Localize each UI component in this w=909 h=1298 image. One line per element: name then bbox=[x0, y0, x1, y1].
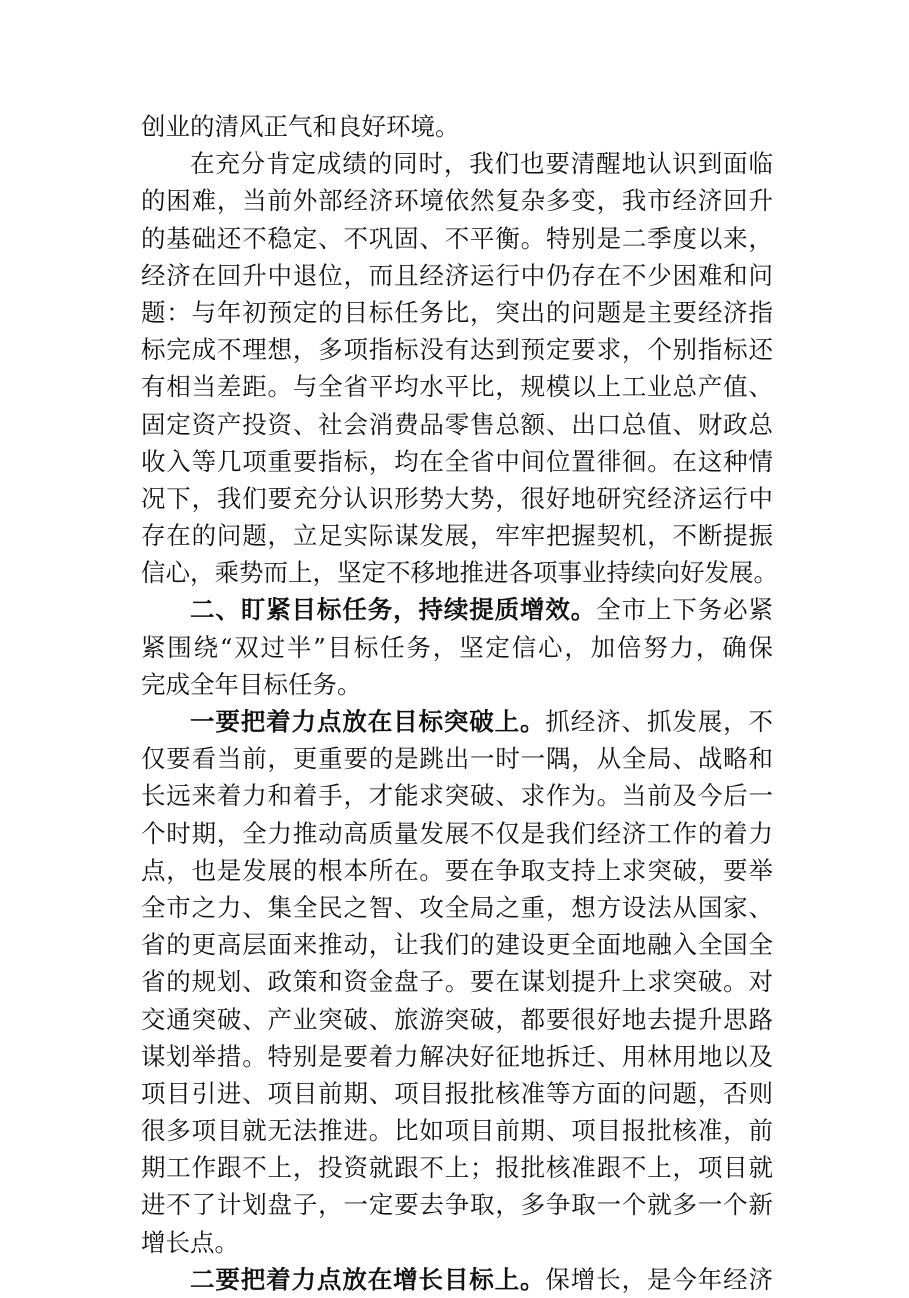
text-line bbox=[141, 1075, 773, 1112]
line-text: 抓经济、抓发展，不 bbox=[545, 707, 774, 736]
line-text: 仅要看当前，更重要的是跳出一时一隅，从全局、战略和 bbox=[141, 744, 773, 774]
subheading: 二要把着力点放在增长目标上。 bbox=[190, 1264, 546, 1294]
line-text: 存在的问题，立足实际谋发展，牢牢把握契机，不断提振 bbox=[141, 521, 773, 551]
line-text: 紧围绕“双过半”目标任务，坚定信心，加倍努力，确保 bbox=[141, 632, 773, 662]
text-line bbox=[141, 257, 773, 294]
text-line bbox=[141, 1001, 773, 1038]
line-text: 交通突破、产业突破、旅游突破，都要很好地去提升思路 bbox=[141, 1004, 773, 1034]
text-line bbox=[141, 1224, 773, 1261]
line-text: 项目引进、项目前期、项目报批核准等方面的问题，否则 bbox=[141, 1078, 773, 1108]
line-text: 创业的清风正气和良好环境。 bbox=[141, 112, 460, 141]
text-line bbox=[141, 443, 773, 480]
text-line bbox=[141, 740, 773, 777]
text-line bbox=[141, 108, 773, 145]
text-line bbox=[141, 480, 773, 517]
text-line bbox=[141, 294, 773, 331]
subheading-line bbox=[141, 1261, 773, 1298]
line-text: 期工作跟不上，投资就跟不上；报批核准跟不上，项目就 bbox=[141, 1153, 773, 1183]
document-page bbox=[141, 108, 778, 1298]
line-text: 省的更高层面来推动，让我们的建设更全面地融入全国全 bbox=[141, 930, 773, 960]
text-line bbox=[141, 406, 773, 443]
subheading-line bbox=[141, 703, 773, 740]
line-text: 况下，我们要充分认识形势大势，很好地研究经济运行中 bbox=[141, 483, 773, 513]
text-line bbox=[141, 889, 773, 926]
section-heading: 二、盯紧目标任务，持续提质增效。 bbox=[190, 595, 597, 625]
line-text: 题：与年初预定的目标任务比，突出的问题是主要经济指 bbox=[141, 297, 773, 327]
line-text: 经济在回升中退位，而且经济运行中仍存在不少困难和问 bbox=[141, 260, 773, 290]
line-text: 标完成不理想，多项指标没有达到预定要求，个别指标还 bbox=[141, 335, 773, 365]
line-text: 收入等几项重要指标，均在全省中间位置徘徊。在这种情 bbox=[141, 446, 773, 476]
text-line bbox=[141, 1186, 773, 1223]
line-text: 进不了计划盘子，一定要去争取，多争取一个就多一个新 bbox=[141, 1190, 773, 1220]
line-text: 长远来着力和着手，才能求突破、求作为。当前及今后一 bbox=[141, 781, 773, 811]
line-text: 信心，乘势而上，坚定不移地推进各项事业持续向好发展。 bbox=[141, 558, 778, 588]
line-text: 省的规划、政策和资金盘子。要在谋划提升上求突破。对 bbox=[141, 967, 773, 997]
text-line bbox=[141, 629, 773, 666]
line-text: 在充分肯定成绩的同时，我们也要清醒地认识到面临 bbox=[190, 149, 773, 179]
text-line bbox=[141, 666, 773, 703]
text-line bbox=[141, 926, 773, 963]
section-heading-line bbox=[141, 591, 773, 628]
line-text: 点，也是发展的根本所在。要在争取支持上求突破，要举 bbox=[141, 855, 773, 885]
line-text: 固定资产投资、社会消费品零售总额、出口总值、财政总 bbox=[141, 409, 773, 439]
text-line bbox=[141, 1112, 773, 1149]
line-text: 个时期，全力推动高质量发展不仅是我们经济工作的着力 bbox=[141, 818, 773, 848]
line-text: 有相当差距。与全省平均水平比，规模以上工业总产值、 bbox=[141, 372, 773, 402]
subheading: 一要把着力点放在目标突破上。 bbox=[190, 707, 546, 736]
text-line bbox=[141, 963, 773, 1000]
text-line bbox=[141, 220, 773, 257]
text-line bbox=[141, 368, 773, 405]
line-text: 谋划举措。特别是要着力解决好征地拆迁、用林用地以及 bbox=[141, 1041, 773, 1071]
line-text: 的基础还不稳定、不巩固、不平衡。特别是二季度以来， bbox=[141, 223, 773, 253]
text-line bbox=[141, 1038, 773, 1075]
text-line bbox=[141, 1149, 773, 1186]
line-text: 的困难，当前外部经济环境依然复杂多变，我市经济回升 bbox=[141, 186, 773, 216]
line-text: 很多项目就无法推进。比如项目前期、项目报批核准，前 bbox=[141, 1116, 773, 1146]
text-line bbox=[141, 777, 773, 814]
line-text: 保增长，是今年经济 bbox=[545, 1264, 774, 1294]
line-text: 全市上下务必紧 bbox=[596, 595, 774, 625]
text-line bbox=[141, 852, 773, 889]
line-text: 增长点。 bbox=[141, 1227, 239, 1257]
text-line bbox=[141, 815, 773, 852]
paragraph-first-line bbox=[141, 145, 773, 182]
text-line bbox=[141, 182, 773, 219]
text-line bbox=[141, 517, 773, 554]
text-line bbox=[141, 331, 773, 368]
text-line bbox=[141, 554, 778, 591]
line-text: 完成全年目标任务。 bbox=[141, 669, 362, 699]
line-text: 全市之力、集全民之智、攻全局之重，想方设法从国家、 bbox=[141, 892, 773, 922]
